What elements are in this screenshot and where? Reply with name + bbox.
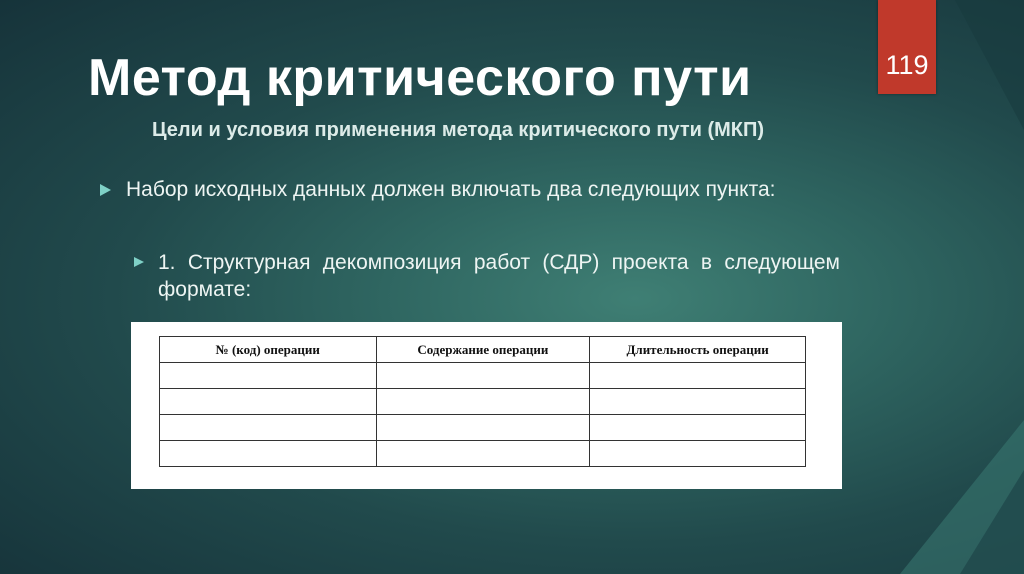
table-cell: [160, 363, 377, 389]
table-cell: [376, 441, 590, 467]
bullet-item-level-1: [100, 176, 840, 203]
operations-table: [159, 336, 806, 467]
bullet-triangle-icon: [100, 184, 111, 196]
table-cell: [590, 389, 806, 415]
top-right-triangle-dark: [955, 0, 1024, 130]
slide-subtitle: Цели и условия применения метода критического пути (МКП): [151, 119, 765, 141]
bullet-item-level-2: [134, 249, 840, 303]
bullet-text: 1. Структурная декомпозиция работ (СДР) проекта в следующем формате:: [158, 251, 840, 301]
table-cell: [160, 389, 377, 415]
slide-number: 119: [885, 50, 929, 80]
table-cell: [590, 363, 806, 389]
header-operation-content: Содержание операции: [376, 337, 590, 363]
table-cell: [376, 389, 590, 415]
table-cell: [590, 441, 806, 467]
header-operation-duration: Длительность операции: [590, 337, 806, 363]
table-cell: [590, 415, 806, 441]
slide-title: Метод критического пути: [88, 49, 752, 107]
table-row: [160, 363, 806, 389]
bullet-text: Набор исходных данных должен включать два следующих пункта:: [126, 178, 776, 201]
table-header-row: [160, 337, 806, 363]
header-operation-code: № (код) операции: [160, 337, 377, 363]
bullet-triangle-icon: [134, 257, 144, 267]
bottom-right-triangle-dark: [960, 470, 1024, 574]
table-cell: [160, 441, 377, 467]
slide-number-badge: [878, 0, 936, 94]
table-cell: [376, 363, 590, 389]
table-row: [160, 441, 806, 467]
table-row: [160, 415, 806, 441]
table-cell: [160, 415, 377, 441]
table-card: [131, 322, 842, 489]
table-row: [160, 389, 806, 415]
table-cell: [376, 415, 590, 441]
bottom-right-triangle-light: [900, 420, 1024, 574]
